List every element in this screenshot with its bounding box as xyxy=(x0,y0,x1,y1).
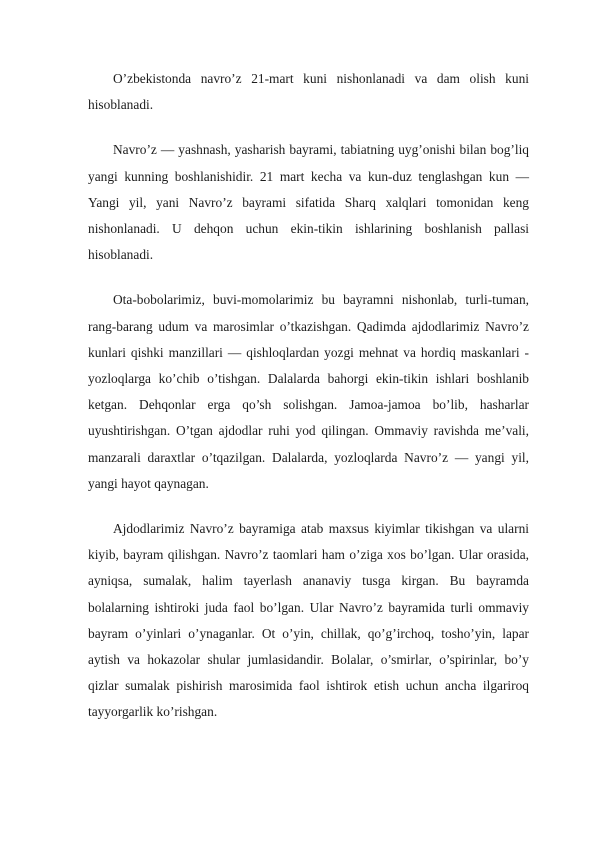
document-body xyxy=(88,66,529,745)
paragraph-4: Ajdodlarimiz Navro’z bayramiga atab maxsus kiyimlar tikishgan va ularni kiyib, bayram qilishgan. Navro’z taomlari ham o’ziga xos bo’lgan. Ular orasida, ayniqsa, sumalak, halim tayerlash ananaviy tusga kirgan. Bu bayramda bolalarning ishtiroki juda faol bo’lgan. Ular Navro’z bayramida turli ommaviy bayram o’yinlari o’ynaganlar. Ot o’yin, chillak, qo’g’irchoq, tosho’yin, lapar aytish va hokazolar shular jumlasidandir. Bolalar, o’smirlar, o’spirinlar, bo’y qizlar sumalak pishirish marosimida faol ishtirok etish uchun ancha ilgariroq tayyorgarlik ko’rishgan. xyxy=(88,521,529,720)
paragraph-1: O’zbekistonda navro’z 21-mart kuni nishonlanadi va dam olish kuni hisoblanadi. xyxy=(88,71,529,113)
paragraph-2: Navro’z — yashnash, yasharish bayrami, tabiatning uyg’onishi bilan bog’liq yangi kunning boshlanishidir. 21 mart kecha va kun-duz tenglashgan kun — Yangi yil, yani Navro’z bayrami sifatida Sharq xalqlari tomonidan keng nishonlanadi. U dehqon uchun ekin-tikin ishlarining boshlanish pallasi hisoblanadi. xyxy=(88,142,529,263)
paragraph-3: Ota-bobolarimiz, buvi-momolarimiz bu bayramni nishonlab, turli-tuman, rang-barang udum va marosimlar o’tkazishgan. Qadimda ajdodlarimiz Navro’z kunlari qishki manzillari — qishloqlardan yozgi mehnat va hordiq maskanlari - yozloqlarga ko’chib o’tishgan. Dalalarda bahorgi ekin-tikin ishlari boshlanib ketgan. Dehqonlar erga qo’sh solishgan. Jamoa-jamoa bo’lib, hasharlar uyushtirishgan. O’tgan ajdodlar ruhi yod qilingan. Ommaviy ravishda me’vali, manzarali daraxtlar o’tqazilgan. Dalalarda, yozloqlarda Navro’z — yangi yil, yangi hayot qaynagan. xyxy=(88,292,529,491)
